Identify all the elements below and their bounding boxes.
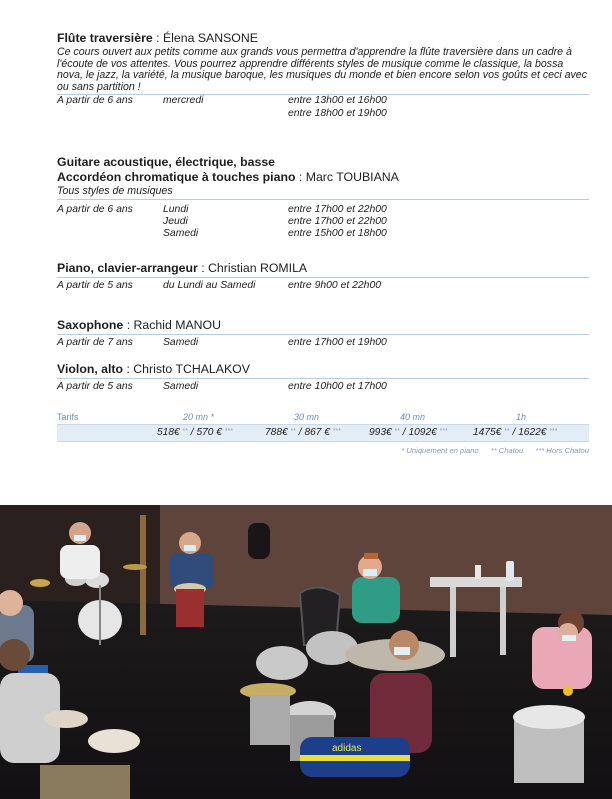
course-header <box>57 170 589 185</box>
time: entre 13h00 et 16h00 <box>288 95 387 107</box>
course-guitare <box>57 155 589 241</box>
tarifs-legend <box>391 446 589 455</box>
teacher-name: : Christian ROMILA <box>197 261 308 275</box>
divider <box>57 378 589 379</box>
course-header <box>57 362 589 377</box>
schedule-row <box>57 337 589 349</box>
tarifs-label: Tarifs <box>57 412 79 422</box>
course-saxophone <box>57 318 589 349</box>
time: entre 18h00 et 19h00 <box>288 107 387 119</box>
age: A partir de 5 ans <box>57 381 133 392</box>
duration-label: 1h <box>516 412 527 422</box>
course-header <box>57 31 589 46</box>
legend-item: * Uniquement en piano <box>401 446 479 455</box>
schedule-row <box>57 228 589 240</box>
schedule-row <box>57 204 589 216</box>
instrument-name: Accordéon chromatique à touches piano <box>57 170 296 184</box>
day: Samedi <box>163 381 199 392</box>
schedule-row <box>57 381 589 393</box>
course-header <box>57 318 589 333</box>
age: A partir de 6 ans <box>57 95 133 107</box>
course-description: Tous styles de musiques <box>57 185 173 197</box>
time: entre 10h00 et 17h00 <box>288 381 387 392</box>
instrument-name: Piano, clavier-arrangeur <box>57 261 198 275</box>
duration-label: 30 mn <box>294 412 320 422</box>
time: entre 17h00 et 19h00 <box>288 337 387 348</box>
duration-label: 40 mn <box>400 412 426 422</box>
duration-label: 20 mn * <box>183 412 215 422</box>
day: Lundi <box>163 203 189 215</box>
time: entre 9h00 et 22h00 <box>288 280 382 291</box>
schedule-row <box>57 216 589 228</box>
tarifs-prices <box>57 424 589 442</box>
day: du Lundi au Samedi <box>163 280 256 291</box>
tarifs-table <box>57 410 589 442</box>
instrument-name: Guitare acoustique, électrique, basse <box>57 155 276 169</box>
divider <box>57 277 589 278</box>
instrument-name: Saxophone <box>57 318 124 332</box>
age: A partir de 5 ans <box>57 280 133 291</box>
teacher-name: : Christo TCHALAKOV <box>123 362 250 376</box>
course-header <box>57 261 589 276</box>
divider <box>57 334 589 335</box>
schedule-row <box>57 95 589 107</box>
time: entre 17h00 et 22h00 <box>288 203 387 215</box>
legend-item: ** Chatou <box>490 446 524 455</box>
tarifs-header <box>57 410 589 424</box>
course-violon <box>57 362 589 393</box>
course-header-line1 <box>57 155 589 170</box>
divider <box>57 199 589 200</box>
teacher-name: : Marc TOUBIANA <box>295 170 399 184</box>
age: A partir de 7 ans <box>57 337 133 348</box>
price-1h: 1475€ ** / 1622€ *** <box>473 427 558 438</box>
instrument-name: Violon, alto <box>57 362 124 376</box>
price-40mn: 993€ ** / 1092€ *** <box>369 427 448 438</box>
course-piano <box>57 261 589 292</box>
schedule-row <box>57 280 589 292</box>
shirt-text: adidas <box>332 743 362 754</box>
teacher-name: : Rachid MANOU <box>123 318 221 332</box>
time: entre 15h00 et 18h00 <box>288 228 387 240</box>
course-flute <box>57 31 589 120</box>
day: mercredi <box>163 95 204 107</box>
day: Samedi <box>163 337 199 348</box>
drum-class-photo <box>0 505 612 799</box>
price-30mn: 788€ ** / 867 € *** <box>265 427 341 438</box>
time: entre 17h00 et 22h00 <box>288 215 387 227</box>
instrument-name: Flûte traversière <box>57 31 153 45</box>
day: Jeudi <box>163 215 188 227</box>
price-20mn: 518€ ** / 570 € *** <box>157 427 233 438</box>
legend-item: *** Hors Chatou <box>535 446 589 455</box>
course-description: Ce cours ouvert aux petits comme aux grands vous permettra d'apprendre la flûte traversière dans un cadre à l'écoute de vos attentes. Vous pourrez apprendre différents styles de musique comme le classique, la bossa nova, le jazz, la variété, la musique baroque, les musiques du monde et bien encore selon vos goûts et ceci avec ou sans partition ! <box>57 46 587 93</box>
teacher-name: : Élena SANSONE <box>152 31 258 45</box>
day: Samedi <box>163 228 199 240</box>
age: A partir de 6 ans <box>57 203 133 215</box>
photo-illustration <box>0 505 612 799</box>
bottle-icon <box>506 561 514 581</box>
schedule-row <box>57 108 589 120</box>
